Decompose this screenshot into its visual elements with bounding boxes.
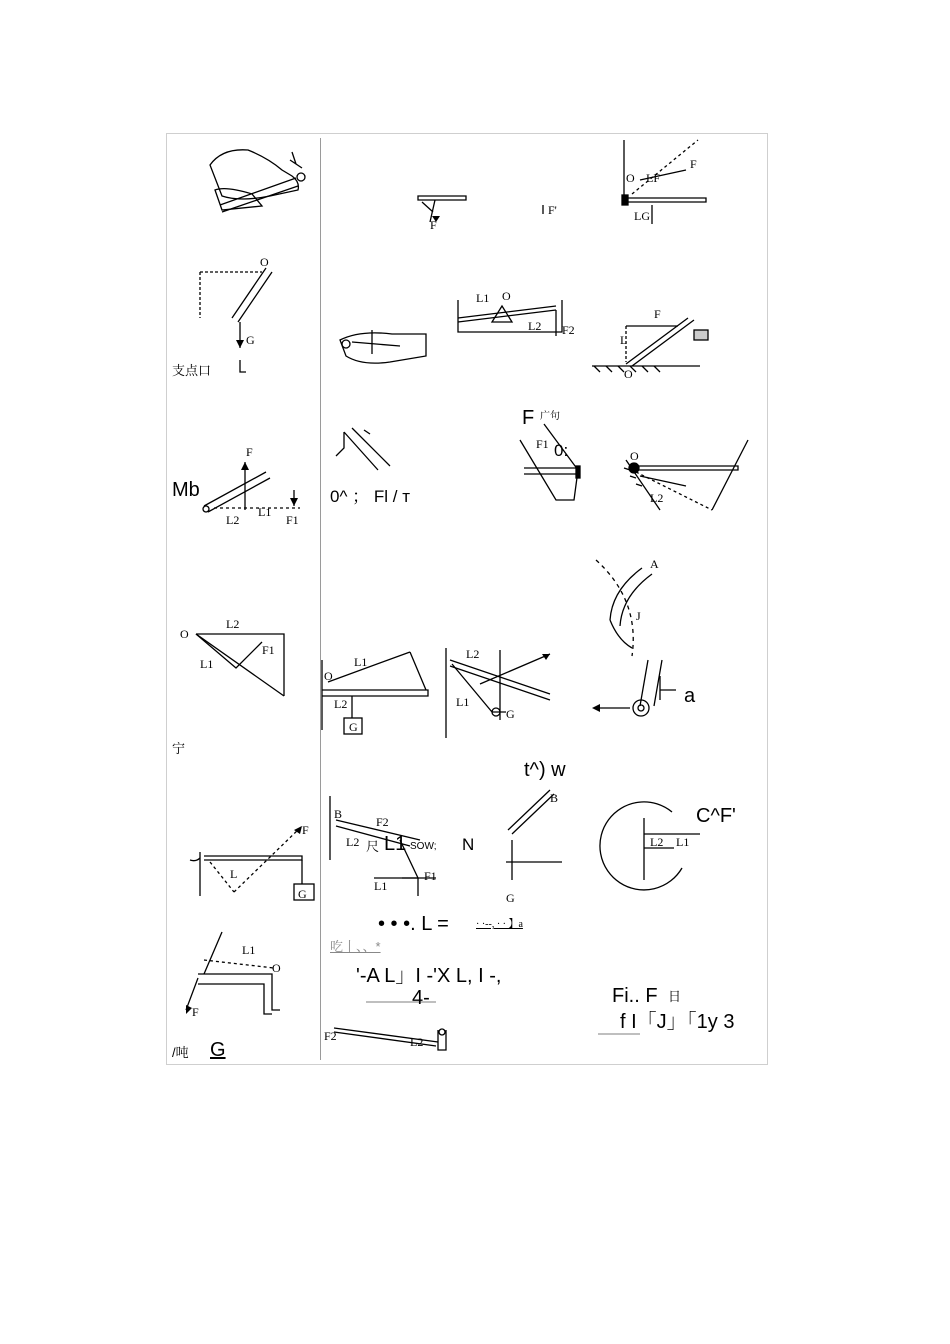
ning-char: 宁 [172, 741, 186, 756]
svg-text:G: G [349, 720, 358, 734]
svg-text:L1: L1 [354, 655, 368, 669]
svg-text:F1: F1 [536, 437, 549, 451]
mb-label: Mb [172, 479, 200, 501]
slope-lever-figure [624, 440, 748, 510]
four-label: 4- [412, 987, 430, 1009]
ri-char: 日 [668, 989, 682, 1004]
svg-text:L1: L1 [476, 291, 490, 305]
svg-text:F2: F2 [324, 1029, 337, 1043]
svg-text:L: L [230, 867, 238, 881]
svg-text:F2: F2 [376, 815, 389, 829]
svg-text:L: L [620, 333, 628, 347]
wall-bracket-figure [190, 826, 314, 900]
svg-text:L2: L2 [650, 835, 664, 849]
fulcrum-note: 支点口 [172, 363, 212, 378]
svg-text:F: F [246, 445, 253, 459]
direction-note: 广句 [540, 411, 560, 422]
f-direction-label: F [522, 407, 535, 429]
svg-text:F1: F1 [262, 643, 275, 657]
f1-zero: 0: [554, 441, 569, 460]
c-f-label: C^F' [696, 805, 736, 827]
fl-line: f I「J」「1y 3 [620, 1011, 735, 1033]
svg-text:F1: F1 [286, 513, 299, 527]
n-label: N [462, 835, 475, 854]
svg-text:G: G [246, 333, 255, 347]
svg-text:F1: F1 [424, 869, 437, 883]
mb-lever-figure [203, 462, 300, 512]
svg-text:J: J [636, 609, 641, 623]
svg-text:L2: L2 [528, 319, 542, 333]
svg-text:O: O [630, 449, 639, 463]
inclined-rod-figure [592, 318, 708, 372]
dots-equation: • • •. L = [378, 913, 449, 935]
a-label: a [684, 685, 696, 707]
curved-handle-figure [596, 560, 652, 656]
svg-text:F: F [192, 1005, 199, 1019]
chi-line: 吃丨、、* [330, 939, 381, 954]
hand-figure [340, 330, 426, 363]
l1-label: L1 [384, 833, 407, 855]
seesaw-figure [458, 300, 562, 336]
svg-text:O: O [324, 669, 333, 683]
svg-text:L2: L2 [226, 513, 240, 527]
svg-text:L2: L2 [650, 491, 664, 505]
svg-text:G: G [298, 887, 307, 901]
dots-tail: · ·--, · · 】a [476, 919, 523, 930]
svg-text:F: F [654, 307, 661, 321]
svg-text:LF: LF [646, 171, 661, 185]
svg-text:L2: L2 [346, 835, 360, 849]
bottom-lever-figure [334, 1028, 446, 1050]
foot-pedal-figure [210, 150, 305, 212]
dun-label: /吨 [172, 1045, 189, 1060]
svg-text:L2: L2 [226, 617, 240, 631]
crane-figure [446, 648, 550, 738]
svg-text:L2: L2 [410, 1035, 424, 1049]
diagonal-rod-figure [336, 428, 390, 470]
svg-text:O: O [624, 367, 633, 381]
svg-text:O: O [260, 255, 269, 269]
svg-text:B: B [334, 807, 343, 821]
svg-text:L2: L2 [466, 647, 480, 661]
svg-text:LG: LG [634, 209, 650, 223]
svg-text:F: F [302, 823, 309, 837]
stair-bracket-figure [186, 932, 280, 1014]
svg-text:G: G [506, 707, 515, 721]
formula-a: 0^ ； Fl / т [330, 487, 410, 506]
svg-text:O: O [180, 627, 189, 641]
svg-text:O: O [626, 171, 635, 185]
svg-text:A: A [650, 557, 659, 571]
eq-line: '-A L」I -'X L, I -, [356, 965, 502, 987]
svg-text:L1: L1 [200, 657, 214, 671]
g-bottom: G [210, 1039, 226, 1061]
svg-text:L1: L1 [456, 695, 470, 709]
pulley-figure [598, 660, 676, 716]
svg-text:L1: L1 [258, 505, 272, 519]
svg-text:L1: L1 [242, 943, 256, 957]
svg-text:B: B [550, 791, 559, 805]
svg-text:L1: L1 [676, 835, 690, 849]
svg-text:O: O [272, 961, 281, 975]
svg-text:F: F [690, 157, 697, 171]
sow-label: SOW; [410, 841, 437, 852]
svg-text:F2: F2 [562, 323, 575, 337]
svg-text:G: G [506, 891, 515, 905]
svg-text:L2: L2 [334, 697, 348, 711]
tw-label: t^) w [524, 759, 566, 781]
wall-shelf-figure [322, 652, 428, 734]
svg-text:O: O [502, 289, 511, 303]
svg-text:F: F [430, 218, 437, 232]
rod-weight-figure [200, 268, 272, 372]
chi-char: 尺 [366, 839, 380, 854]
triangle-force-figure [520, 424, 580, 500]
fi-f-label: Fi.. F [612, 985, 658, 1007]
svg-text:F': F' [548, 203, 557, 217]
svg-text:L1: L1 [374, 879, 388, 893]
